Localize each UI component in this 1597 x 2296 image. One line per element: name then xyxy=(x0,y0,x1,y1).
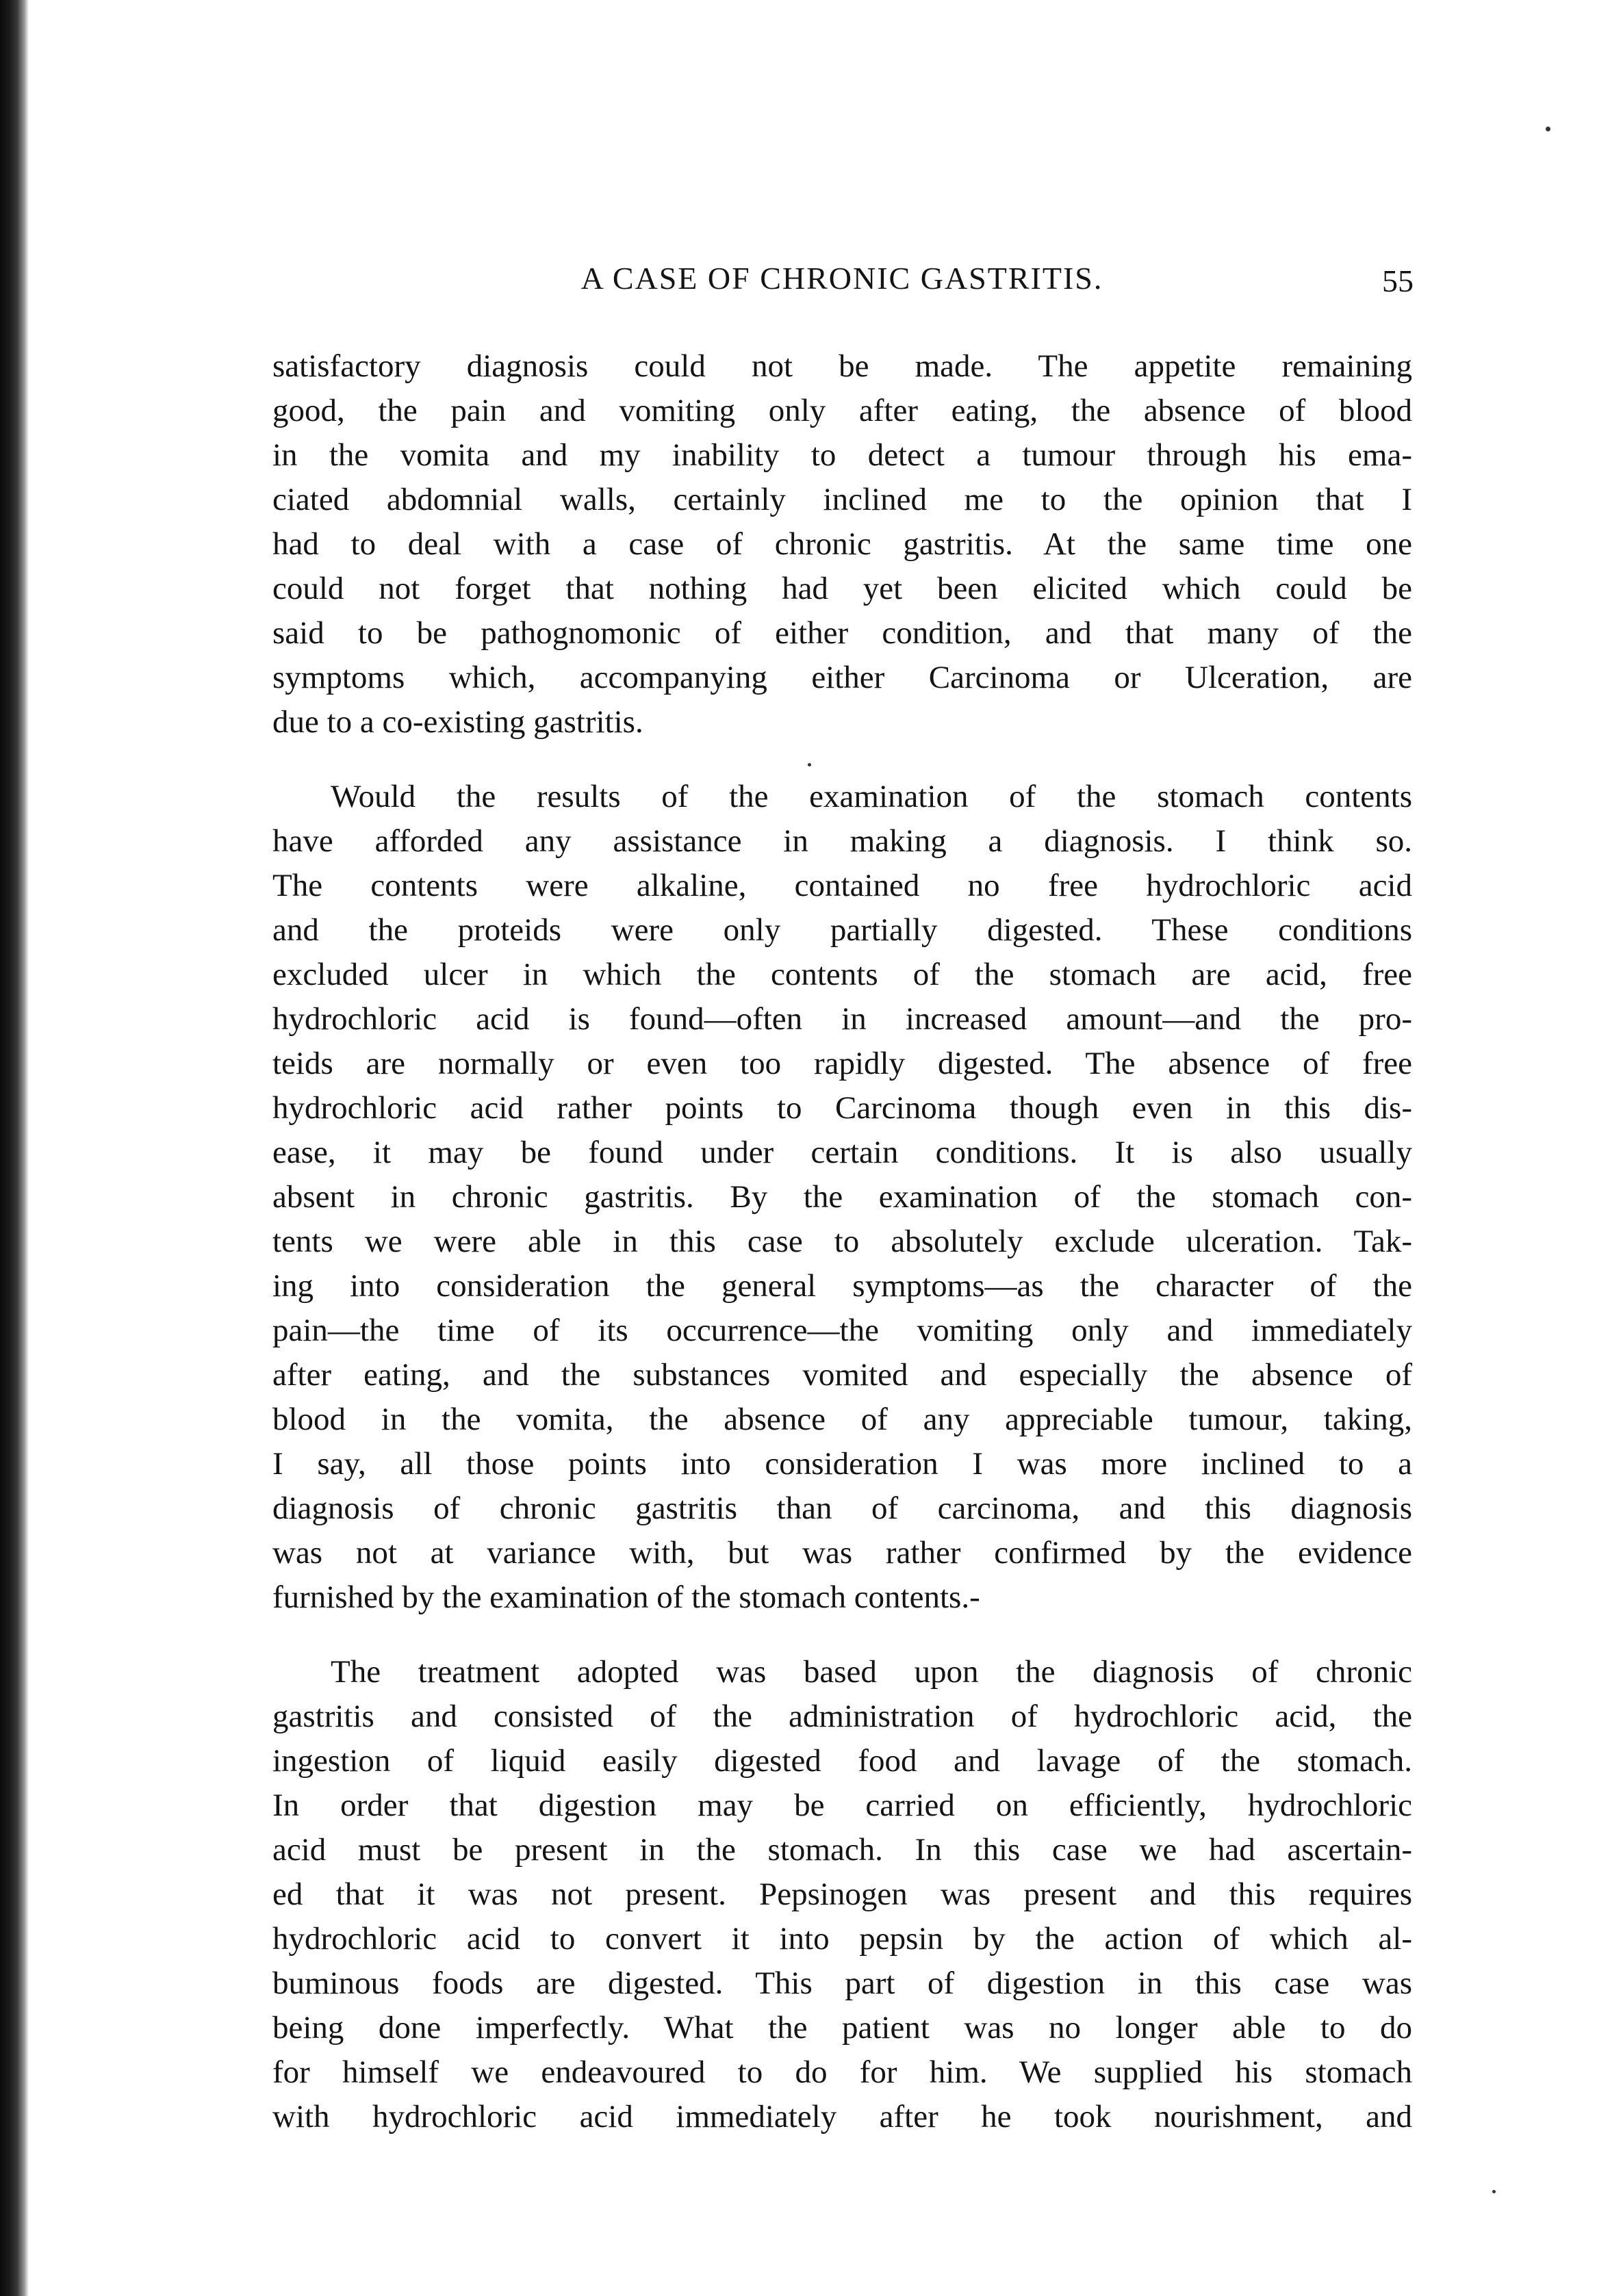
page-number: 55 xyxy=(1382,263,1414,298)
text-line: good, the pain and vomiting only after eating, the absence of blood xyxy=(272,393,1412,428)
text-line: have afforded any assistance in making a diagnosis. I think so. xyxy=(272,823,1412,859)
text-line: pain—the time of its occurrence—the vomiting only and immediately xyxy=(272,1313,1412,1348)
text-line: could not forget that nothing had yet been elicited which could be xyxy=(272,571,1412,606)
text-line: ease, it may be found under certain conditions. It is also usually xyxy=(272,1135,1412,1170)
scanned-binding-edge xyxy=(0,0,29,2296)
text-line: had to deal with a case of chronic gastritis. At the same time one xyxy=(272,526,1412,562)
text-line: The contents were alkaline, contained no free hydrochloric acid xyxy=(272,868,1412,903)
text-line: for himself we endeavoured to do for him. We supplied his stomach xyxy=(272,2054,1412,2090)
text-line: blood in the vomita, the absence of any appreciable tumour, taking, xyxy=(272,1402,1412,1437)
text-line: The treatment adopted was based upon the diagnosis of chronic xyxy=(331,1654,1412,1690)
text-line: Would the results of the examination of the stomach contents xyxy=(331,779,1412,814)
text-line: gastritis and consisted of the administration of hydrochloric acid, the xyxy=(272,1699,1412,1734)
text-line: with hydrochloric acid immediately after he took nourishment, and xyxy=(272,2099,1412,2134)
scan-speck xyxy=(1492,2190,1496,2193)
text-line: ing into consideration the general symptoms—as the character of the xyxy=(272,1268,1412,1304)
text-line: in the vomita and my inability to detect a tumour through his ema- xyxy=(272,437,1412,473)
text-line: hydrochloric acid to convert it into pepsin by the action of which al- xyxy=(272,1921,1412,1957)
paragraph-2 xyxy=(272,775,1412,1620)
text-line: In order that digestion may be carried on efficiently, hydrochloric xyxy=(272,1788,1412,1823)
page-header xyxy=(270,255,1414,302)
text-line: buminous foods are digested. This part of digestion in this case was xyxy=(272,1965,1412,2001)
text-line: excluded ulcer in which the contents of the stomach are acid, free xyxy=(272,957,1412,992)
text-line: tents we were able in this case to absolutely exclude ulceration. Tak- xyxy=(272,1224,1412,1259)
text-line: was not at variance with, but was rather confirmed by the evidence xyxy=(272,1535,1412,1571)
paragraph-3 xyxy=(272,1650,1412,2139)
body-text xyxy=(272,344,1412,2139)
text-line: after eating, and the substances vomited and especially the absence of xyxy=(272,1357,1412,1393)
text-line: symptoms which, accompanying either Carcinoma or Ulceration, are xyxy=(272,660,1412,695)
text-line: and the proteids were only partially digested. These conditions xyxy=(272,912,1412,948)
text-line: absent in chronic gastritis. By the examination of the stomach con- xyxy=(272,1179,1412,1215)
text-line: furnished by the examination of the stomach contents.- xyxy=(272,1579,980,1615)
text-line: said to be pathognomonic of either condition, and that many of the xyxy=(272,615,1412,651)
text-line: acid must be present in the stomach. In this case we had ascertain- xyxy=(272,1832,1412,1868)
text-line: I say, all those points into consideration I was more inclined to a xyxy=(272,1446,1412,1482)
text-line: diagnosis of chronic gastritis than of carcinoma, and this diagnosis xyxy=(272,1491,1412,1526)
running-title: A CASE OF CHRONIC GASTRITIS. xyxy=(580,261,1103,296)
text-line: hydrochloric acid rather points to Carcinoma though even in this dis- xyxy=(272,1090,1412,1126)
text-line: ciated abdomnial walls, certainly inclined me to the opinion that I xyxy=(272,482,1412,517)
text-line: due to a co-existing gastritis. xyxy=(272,704,643,740)
text-line: teids are normally or even too rapidly digested. The absence of free xyxy=(272,1046,1412,1081)
text-line: satisfactory diagnosis could not be made. The appetite remaining xyxy=(272,348,1412,384)
text-line: hydrochloric acid is found—often in increased amount—and the pro- xyxy=(272,1001,1412,1037)
text-line: being done imperfectly. What the patient was no longer able to do xyxy=(272,2010,1412,2046)
text-line: ingestion of liquid easily digested food and lavage of the stomach. xyxy=(272,1743,1412,1779)
paragraph-1 xyxy=(272,344,1412,745)
text-line: ed that it was not present. Pepsinogen was present and this requires xyxy=(272,1876,1412,1912)
scan-speck xyxy=(1546,127,1550,131)
